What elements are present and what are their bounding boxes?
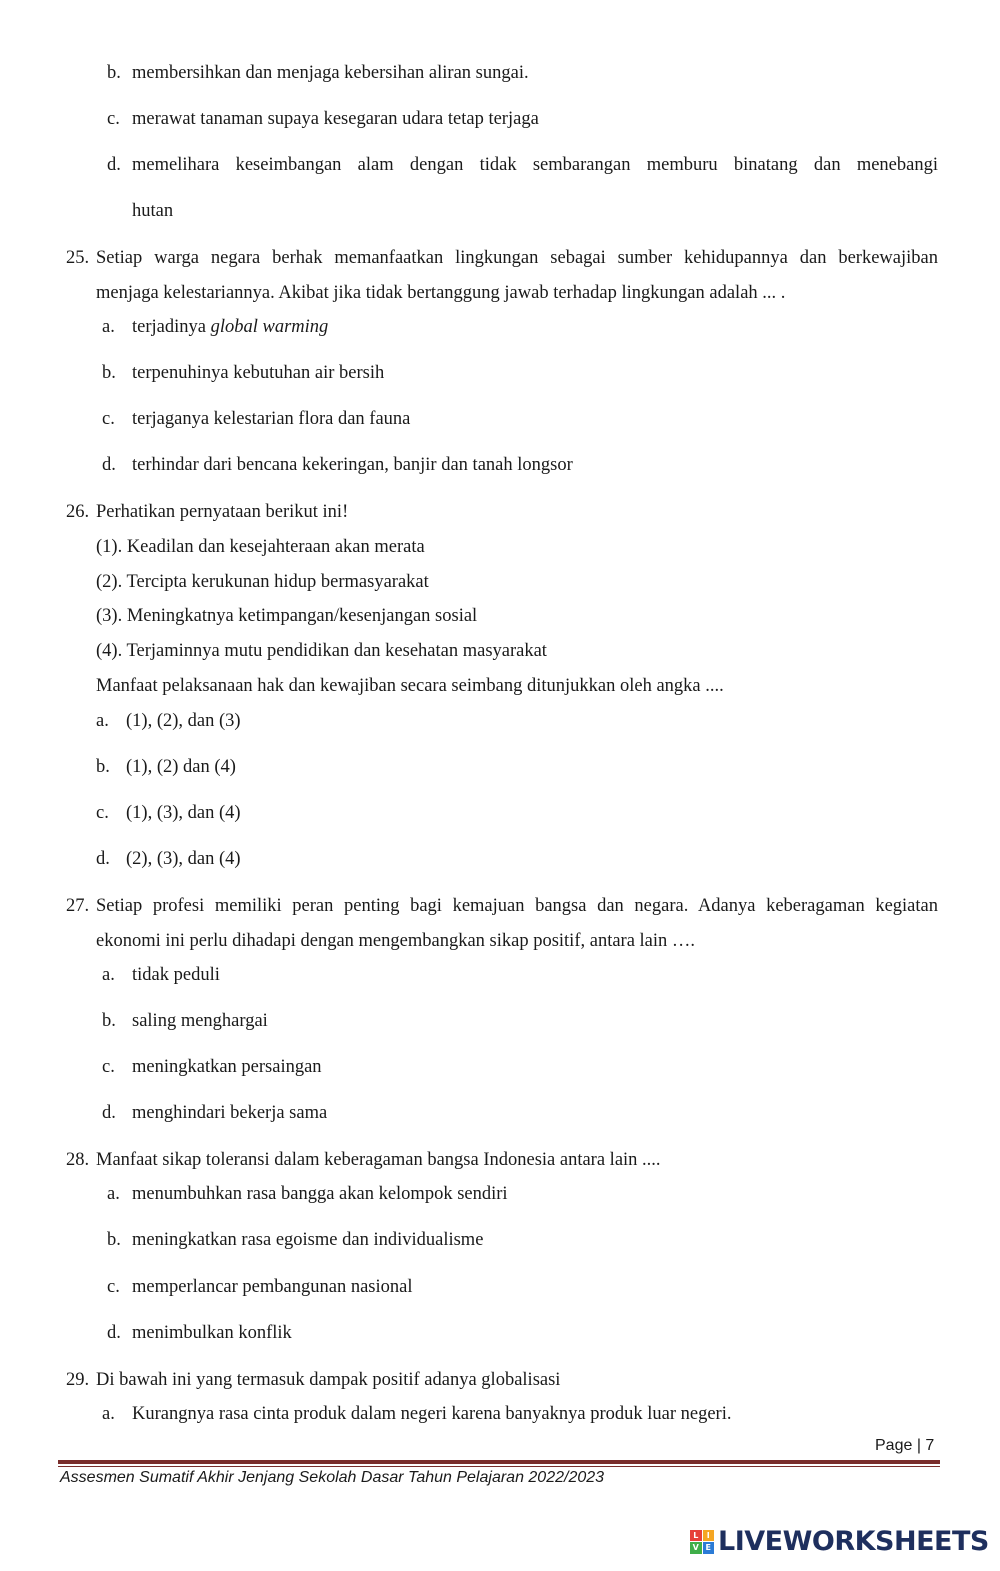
option-letter: a. xyxy=(102,1404,115,1424)
statement: (2). Tercipta kerukunan hidup bermasyarakat xyxy=(96,572,429,592)
logo-letter-v: V xyxy=(690,1542,702,1554)
option-text: saling menghargai xyxy=(132,1011,268,1031)
option-text: terhindar dari bencana kekeringan, banjir dan tanah longsor xyxy=(132,455,573,475)
option-letter: c. xyxy=(107,109,120,129)
option-text: meningkatkan rasa egoisme dan individualisme xyxy=(132,1230,484,1250)
option-letter: d. xyxy=(107,1323,121,1343)
option-letter: a. xyxy=(102,965,115,985)
option-letter: c. xyxy=(102,1057,115,1077)
option-text: memperlancar pembangunan nasional xyxy=(132,1277,413,1297)
option-letter: c. xyxy=(102,409,115,429)
question-text: Di bawah ini yang termasuk dampak positif adanya globalisasi xyxy=(96,1370,561,1390)
option-text: merawat tanaman supaya kesegaran udara tetap terjaga xyxy=(132,109,539,129)
option-letter: a. xyxy=(96,711,109,731)
liveworksheets-logo-icon xyxy=(690,1530,714,1554)
footer-text: Assesmen Sumatif Akhir Jenjang Sekolah Dasar Tahun Pelajaran 2022/2023 xyxy=(60,1469,605,1486)
option-text: Kurangnya rasa cinta produk dalam negeri karena banyaknya produk luar negeri. xyxy=(132,1404,732,1424)
question-number: 28. xyxy=(66,1150,90,1170)
statement: (3). Meningkatnya ketimpangan/kesenjangan sosial xyxy=(96,606,478,626)
option-text: memelihara keseimbangan alam dengan tidak sembarangan memburu binatang dan menebangi xyxy=(132,155,938,175)
option-letter: b. xyxy=(96,757,110,777)
question-number: 29. xyxy=(66,1370,90,1390)
option-italic-term: global warming xyxy=(210,317,329,337)
option-text: membersihkan dan menjaga kebersihan aliran sungai. xyxy=(132,63,529,83)
page-number: Page | 7 xyxy=(875,1437,935,1454)
statement: (1). Keadilan dan kesejahteraan akan merata xyxy=(96,537,425,557)
option-letter: b. xyxy=(102,363,116,383)
question-text: Manfaat sikap toleransi dalam keberagaman bangsa Indonesia antara lain .... xyxy=(96,1150,661,1170)
footer-divider xyxy=(58,1460,940,1464)
question-text: menjaga kelestariannya. Akibat jika tidak bertanggung jawab terhadap lingkungan adalah ... . xyxy=(96,283,786,303)
option-letter: d. xyxy=(107,155,121,175)
option-text: menimbulkan konflik xyxy=(132,1323,292,1343)
question-text: Perhatikan pernyataan berikut ini! xyxy=(96,502,349,522)
option-letter: b. xyxy=(107,1230,121,1250)
question-text: Setiap warga negara berhak memanfaatkan lingkungan sebagai sumber kehidupannya dan berkewajiban xyxy=(96,248,938,268)
question-number: 26. xyxy=(66,502,90,522)
option-text: tidak peduli xyxy=(132,965,220,985)
option-letter: c. xyxy=(96,803,109,823)
option-text-continued: hutan xyxy=(132,201,174,221)
question-number: 27. xyxy=(66,896,90,916)
option-letter: b. xyxy=(102,1011,116,1031)
option-letter: d. xyxy=(96,849,110,869)
option-letter: d. xyxy=(102,1103,116,1123)
logo-letter-i: I xyxy=(703,1530,715,1542)
option-text: (2), (3), dan (4) xyxy=(126,849,241,869)
question-prompt: Manfaat pelaksanaan hak dan kewajiban secara seimbang ditunjukkan oleh angka .... xyxy=(96,676,724,696)
option-letter: a. xyxy=(102,317,115,337)
option-text: menghindari bekerja sama xyxy=(132,1103,328,1123)
logo-letter-l: L xyxy=(690,1530,702,1542)
statement: (4). Terjaminnya mutu pendidikan dan kesehatan masyarakat xyxy=(96,641,547,661)
option-text: meningkatkan persaingan xyxy=(132,1057,322,1077)
option-text: (1), (2) dan (4) xyxy=(126,757,236,777)
option-letter: c. xyxy=(107,1277,120,1297)
question-number: 25. xyxy=(66,248,90,268)
question-text: Setiap profesi memiliki peran penting bagi kemajuan bangsa dan negara. Adanya keberagaman kegiatan xyxy=(96,896,938,916)
liveworksheets-brand xyxy=(690,1526,989,1557)
question-text: ekonomi ini perlu dihadapi dengan mengembangkan sikap positif, antara lain …. xyxy=(96,931,696,951)
brand-name: LIVEWORKSHEETS xyxy=(718,1526,989,1557)
option-letter: d. xyxy=(102,455,116,475)
option-text: terjadinya global warming xyxy=(132,317,329,337)
option-text: terjaganya kelestarian flora dan fauna xyxy=(132,409,411,429)
option-text: terpenuhinya kebutuhan air bersih xyxy=(132,363,385,383)
option-text: (1), (3), dan (4) xyxy=(126,803,241,823)
option-text: menumbuhkan rasa bangga akan kelompok sendiri xyxy=(132,1184,508,1204)
footer-divider-thin xyxy=(58,1466,940,1467)
option-letter: b. xyxy=(107,63,121,83)
option-letter: a. xyxy=(107,1184,120,1204)
option-text: (1), (2), dan (3) xyxy=(126,711,241,731)
logo-letter-e: E xyxy=(703,1542,715,1554)
